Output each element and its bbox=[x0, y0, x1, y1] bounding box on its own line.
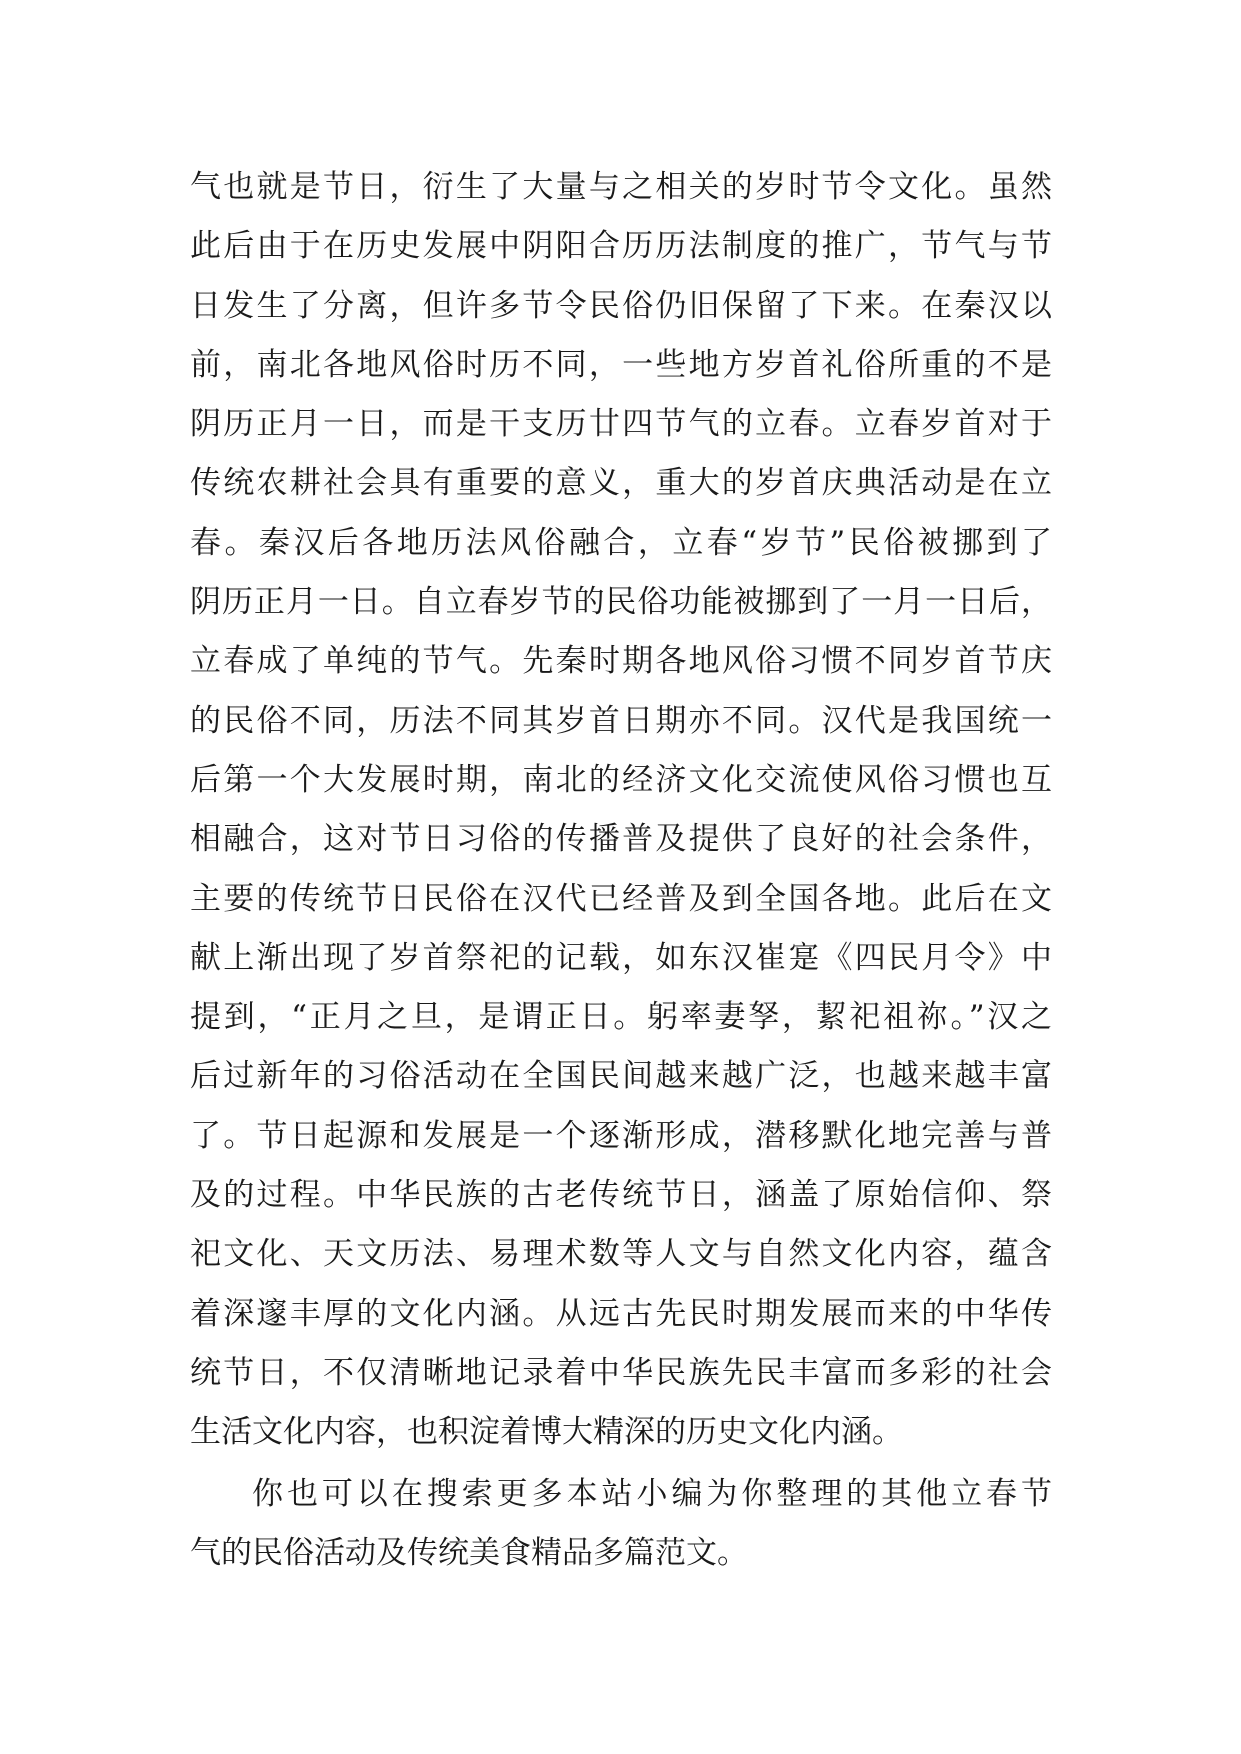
paragraph-1 bbox=[190, 158, 1052, 1463]
text-line: 及的过程。中华民族的古老传统节日，涵盖了原始信仰、祭 bbox=[190, 1177, 1052, 1214]
text-line: 你也可以在搜索更多本站小编为你整理的其他立春节 bbox=[252, 1475, 1052, 1512]
text-line: 气的民俗活动及传统美食精品多篇范文。 bbox=[190, 1534, 748, 1571]
text-line: 春。秦汉后各地历法风俗融合，立春“岁节”民俗被挪到了 bbox=[190, 524, 1052, 561]
text-line: 献上渐出现了岁首祭祀的记载，如东汉崔寔《四民月令》中 bbox=[190, 939, 1052, 976]
text-line: 生活文化内容，也积淀着博大精深的历史文化内涵。 bbox=[190, 1414, 903, 1451]
text-line: 此后由于在历史发展中阴阳合历历法制度的推广，节气与节 bbox=[190, 228, 1052, 265]
text-line: 相融合，这对节日习俗的传播普及提供了良好的社会条件， bbox=[190, 821, 1052, 858]
text-line: 后第一个大发展时期，南北的经济文化交流使风俗习惯也互 bbox=[190, 761, 1052, 798]
text-line: 日发生了分离，但许多节令民俗仍旧保留了下来。在秦汉以 bbox=[190, 287, 1052, 324]
text-line: 提到，“正月之旦，是谓正日。躬率妻孥，絜祀祖祢。”汉之 bbox=[190, 999, 1052, 1036]
text-line: 祀文化、天文历法、易理术数等人文与自然文化内容，蕴含 bbox=[190, 1236, 1052, 1273]
paragraph-2 bbox=[190, 1465, 1052, 1584]
text-line: 了。节日起源和发展是一个逐渐形成，潜移默化地完善与普 bbox=[190, 1117, 1052, 1154]
text-line: 后过新年的习俗活动在全国民间越来越广泛，也越来越丰富 bbox=[190, 1058, 1052, 1095]
text-line: 主要的传统节日民俗在汉代已经普及到全国各地。此后在文 bbox=[190, 880, 1052, 917]
text-line: 着深邃丰厚的文化内涵。从远古先民时期发展而来的中华传 bbox=[190, 1295, 1052, 1332]
text-line: 的民俗不同，历法不同其岁首日期亦不同。汉代是我国统一 bbox=[190, 702, 1052, 739]
text-line: 前，南北各地风俗时历不同，一些地方岁首礼俗所重的不是 bbox=[190, 346, 1052, 383]
text-line: 气也就是节日，衍生了大量与之相关的岁时节令文化。虽然 bbox=[190, 169, 1052, 205]
text-line: 阴历正月一日。自立春岁节的民俗功能被挪到了一月一日后， bbox=[190, 584, 1052, 621]
text-line: 传统农耕社会具有重要的意义，重大的岁首庆典活动是在立 bbox=[190, 465, 1052, 502]
text-line: 立春成了单纯的节气。先秦时期各地风俗习惯不同岁首节庆 bbox=[190, 643, 1052, 680]
body-text bbox=[190, 158, 1052, 1583]
text-line: 统节日，不仅清晰地记录着中华民族先民丰富而多彩的社会 bbox=[190, 1354, 1052, 1391]
text-line: 阴历正月一日，而是干支历廿四节气的立春。立春岁首对于 bbox=[190, 406, 1052, 443]
